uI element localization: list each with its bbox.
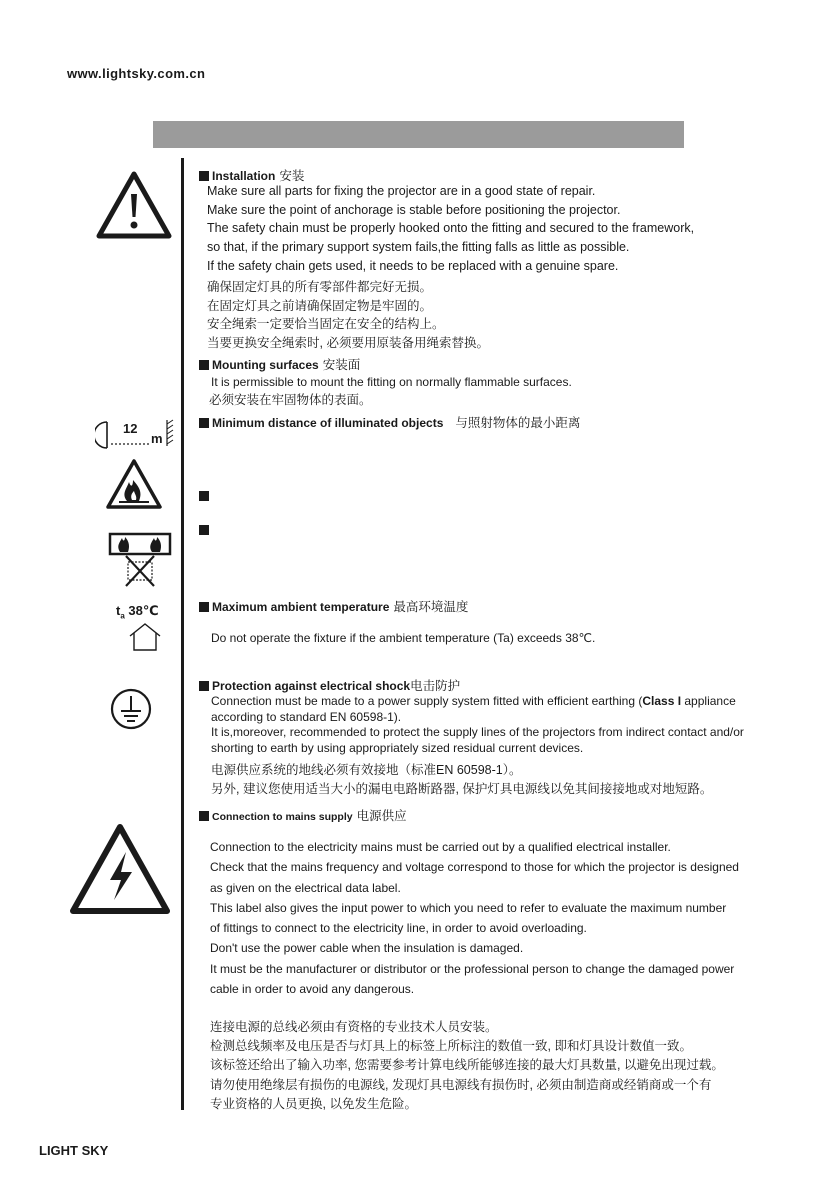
mains-en-line: cable in order to avoid any dangerous. [210, 982, 415, 997]
mains-title-en: Connection to mains supply [212, 811, 353, 823]
distance-icon-unit: m [151, 431, 163, 446]
mains-heading [199, 806, 407, 824]
warning-triangle-icon [95, 170, 173, 240]
max-temp-heading [199, 597, 468, 615]
protection-line-1 [211, 694, 744, 710]
protection-en-text [211, 694, 744, 756]
section-header-bar [153, 121, 684, 148]
installation-title-en: Installation [212, 169, 276, 183]
ambient-temperature-icon [127, 622, 163, 652]
mains-cn-line: 检测总线频率及电压是否与灯具上的标签上所标注的数值一致, 即和灯具设计数值一致。 [210, 1039, 692, 1054]
distance-icon-value: 12 [123, 421, 138, 436]
temp-icon-sub: a [120, 611, 125, 621]
heading-bullet [199, 811, 209, 821]
installation-en-line: If the safety chain gets used, it needs to be replaced with a genuine spare. [207, 258, 619, 273]
min-distance-title-cn: 与照射物体的最小距离 [455, 416, 581, 430]
max-temp-title-cn: 最高环境温度 [393, 600, 469, 614]
mains-en-line: It must be the manufacturer or distributor or the professional person to change the damaged power [210, 961, 735, 976]
mains-cn-line: 专业资格的人员更换, 以免发生危险。 [210, 1096, 417, 1111]
protection-title-cn: 电击防护 [410, 679, 461, 693]
installation-en-line: Make sure the point of anchorage is stable before positioning the projector. [207, 202, 621, 217]
protection-cn-line: 电源供应系统的地线必须有效接地（标准EN 60598-1）。 [211, 763, 522, 777]
heading-bullet [199, 171, 209, 181]
installation-en-line: Make sure all parts for fixing the projector are in a good state of repair. [207, 184, 596, 198]
protection-line1-bold: Class I [642, 694, 682, 708]
mains-cn-line: 请勿使用绝缘层有损伤的电源线, 发现灯具电源线有损伤时, 必须由制造商或经销商或一个有 [210, 1077, 712, 1092]
installation-en-line: so that, if the primary support system fails,the fitting falls as little as possible. [207, 240, 630, 255]
installation-cn-line: 当要更换安全绳索时, 必须要用原装备用绳索替换。 [207, 336, 489, 351]
mains-en-line: Don't use the power cable when the insulation is damaged. [210, 941, 524, 956]
protection-line1-pre: Connection must be made to a power supply system fitted with efficient earthing ( [211, 694, 643, 708]
mains-en-line: This label also gives the input power to which you need to refer to evaluate the maximum number [210, 900, 727, 915]
temp-icon-t: t [116, 603, 121, 618]
mains-cn-text [210, 1018, 724, 1114]
mounting-cn-line: 必须安装在牢固物体的表面。 [209, 393, 372, 407]
installation-cn-line: 在固定灯具之前请确保固定物是牢固的。 [207, 298, 433, 313]
protection-title-en: Protection against electrical shock [212, 679, 411, 693]
mains-title-cn: 电源供应 [356, 809, 407, 823]
mounting-heading [199, 355, 360, 373]
mains-en-line: Check that the mains frequency and voltage correspond to those for which the projector is designed [210, 860, 739, 875]
temp-icon-label [116, 603, 159, 621]
min-distance-heading [199, 413, 580, 431]
protection-line1-post: appliance [681, 694, 736, 708]
footer-brand: LIGHT SKY [39, 1143, 109, 1158]
min-distance-title-en: Minimum distance of illuminated objects [212, 416, 444, 430]
site-url: www.lightsky.com.cn [67, 66, 206, 81]
empty-bullet-square [199, 491, 209, 501]
earth-ground-icon [110, 688, 152, 730]
mains-en-line: of fittings to connect to the electricity line, in order to avoid overloading. [210, 921, 587, 936]
heading-bullet [199, 602, 209, 612]
installation-cn-line: 确保固定灯具的所有零部件都完好无损。 [207, 280, 433, 294]
installation-cn-text [207, 278, 489, 353]
protection-cn-line: 另外, 建议您使用适当大小的漏电电路断路器, 保护灯具电源线以免其间接接地或对地短路。 [211, 781, 713, 796]
protection-en-line: It is,moreover, recommended to protect the supply lines of the projectors from indirect contact and/or [211, 725, 744, 740]
max-temp-title-en: Maximum ambient temperature [212, 600, 390, 614]
protection-heading [199, 676, 460, 694]
mains-en-text [210, 837, 739, 999]
installation-en-line: The safety chain must be properly hooked onto the fitting and secured to the framework, [207, 221, 695, 236]
installation-cn-line: 安全绳索一定要恰当固定在安全的结构上。 [207, 317, 445, 332]
heading-bullet [199, 681, 209, 691]
no-cover-icon [108, 530, 172, 588]
temp-icon-value: 38℃ [128, 603, 159, 618]
mounting-title-cn: 安装面 [322, 358, 361, 372]
installation-title-cn: 安装 [279, 169, 305, 183]
electric-shock-icon [68, 822, 172, 916]
protection-cn-text [211, 761, 712, 798]
installation-en-text [207, 182, 694, 276]
mains-en-line: Connection to the electricity mains must be carried out by a qualified electrical installer. [210, 840, 671, 854]
mains-cn-line: 连接电源的总线必须由有资格的专业技术人员安装。 [210, 1020, 498, 1034]
mounting-title-en: Mounting surfaces [212, 358, 319, 372]
mains-cn-line: 该标签还给出了输入功率, 您需要参考计算电线所能够连接的最大灯具数量, 以避免出现过载。 [210, 1058, 724, 1073]
heading-bullet [199, 360, 209, 370]
heading-bullet [199, 418, 209, 428]
protection-en-line: according to standard EN 60598-1). [211, 709, 402, 724]
mains-en-line: as given on the electrical data label. [210, 880, 401, 895]
empty-bullet-square [199, 525, 209, 535]
mounting-en-line: It is permissible to mount the fitting on normally flammable surfaces. [211, 375, 572, 389]
flammable-icon [105, 458, 163, 510]
max-temp-text: Do not operate the fixture if the ambient temperature (Ta) exceeds 38℃. [211, 631, 596, 645]
vertical-divider [181, 158, 184, 1110]
protection-en-line: shorting to earth by using appropriately sized residual current devices. [211, 740, 584, 755]
